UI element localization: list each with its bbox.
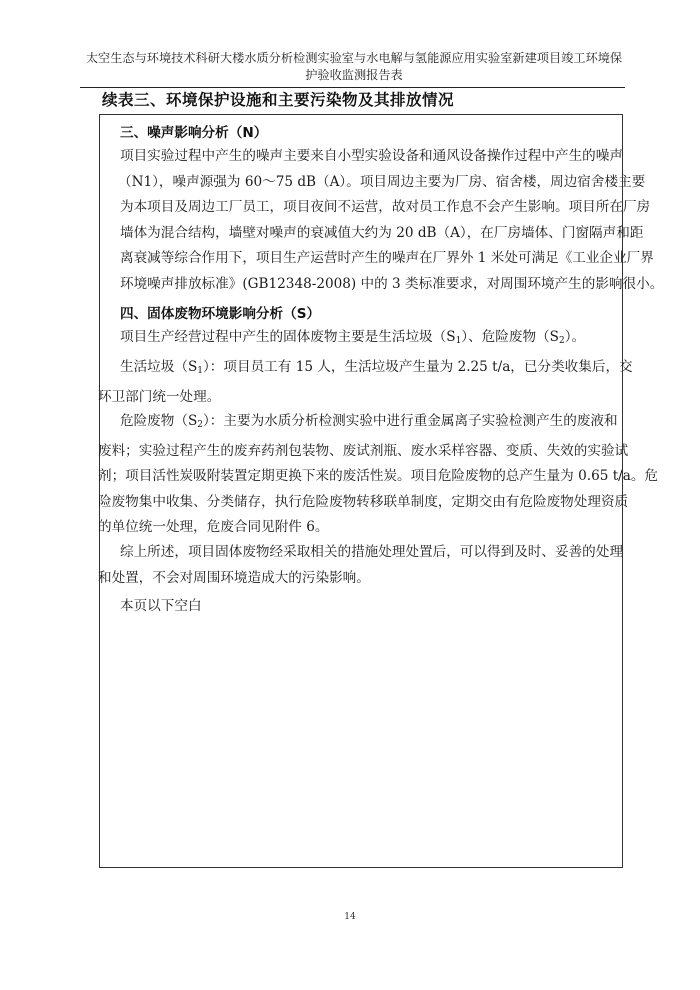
intro-text-before: 项目生产经营过程中产生的固体废物主要是生活垃圾（S <box>120 329 456 345</box>
domestic-sub: 1 <box>197 366 204 376</box>
blank-note: 本页以下空白 <box>120 598 202 614</box>
domestic-waste-paragraph <box>98 355 633 410</box>
domestic-text-after: ）：项目员工有 15 人，生活垃圾产生量为 2.25 t/a，已分类收集后，交 <box>203 359 633 375</box>
section-title: 续表三、环境保护设施和主要污染物及其排放情况 <box>102 91 455 109</box>
noise-line-3: 为本项目及周边工厂员工，项目夜间不运营，故对员工作息不会产生影响。项目所在厂房 <box>120 199 651 215</box>
hazardous-text-after: ）：主要为水质分析检测实验中进行重金属离子实验检测产生的废液和 <box>203 413 618 429</box>
solid-waste-heading: 四、固体废物环境影响分析（S） <box>120 306 321 322</box>
running-header-line-2: 护验收监测报告表 <box>305 68 403 82</box>
summary-line-2: 和处置，不会对周围环境造成大的污染影响。 <box>98 569 370 586</box>
noise-line-4: 墙体为混合结构，墙壁对噪声的衰减值大约为 20 dB（A），在厂房墙体、门窗隔声和距 <box>120 224 644 241</box>
noise-line-6: 环境噪声排放标准》(GB12348-2008) 中的 3 类标准要求，对周围环境产生的影响很小。 <box>120 275 664 292</box>
hazardous-sub: 2 <box>197 420 204 430</box>
solid-waste-intro <box>120 325 616 355</box>
intro-sub-1: 1 <box>455 336 462 346</box>
intro-text-middle: ）、危险废物（S <box>461 329 559 345</box>
hazardous-text-before: 危险废物（S <box>120 413 198 429</box>
summary-line-1: 综上所述，项目固体废物经采取相关的措施处理处置后，可以得到及时、妥善的处理 <box>120 544 623 560</box>
domestic-text-before: 生活垃圾（S <box>120 359 198 375</box>
running-header <box>80 50 628 84</box>
noise-heading: 三、噪声影响分析（N） <box>120 125 268 141</box>
noise-paragraph <box>118 144 664 297</box>
noise-line-2: （N1），噪声源强为 60～75 dB（A）。项目周边主要为厂房、宿舍楼，周边宿舍楼主要 <box>118 173 646 190</box>
running-header-line-1: 太空生态与环境技术科研大楼水质分析检测实验室与水电解与氢能源应用实验室新建项目竣工环境保 <box>85 51 623 65</box>
hazardous-line-5: 的单位统一处理，危废合同见附件 6。 <box>98 519 329 535</box>
domestic-line-2: 环卫部门统一处理。 <box>98 388 221 405</box>
hazardous-line-3: 剂；项目活性炭吸附装置定期更换下来的废活性炭。项目危险废物的总产生量为 0.65 t/a。危 <box>98 468 659 484</box>
noise-line-1: 项目实验过程中产生的噪声主要来自小型实验设备和通风设备操作过程中产生的噪声 <box>120 148 623 164</box>
hazardous-waste-paragraph <box>98 409 659 541</box>
page-number: 14 <box>344 912 356 922</box>
hazardous-line-4: 险废物集中收集、分类储存，执行危险废物转移联单制度，定期交由有危险废物处理资质 <box>98 493 629 510</box>
noise-line-5: 离衰减等综合作用下，项目生产运营时产生的噪声在厂界外 1 米处可满足《工业企业厂界 <box>120 250 654 266</box>
summary-paragraph <box>98 540 623 591</box>
intro-sub-2: 2 <box>558 336 565 346</box>
intro-text-after: ）。 <box>564 329 586 345</box>
hazardous-line-2: 废料；实验过程产生的废弃药剂包装物、废试剂瓶、废水采样容器、变质、失效的实验试 <box>98 442 629 459</box>
